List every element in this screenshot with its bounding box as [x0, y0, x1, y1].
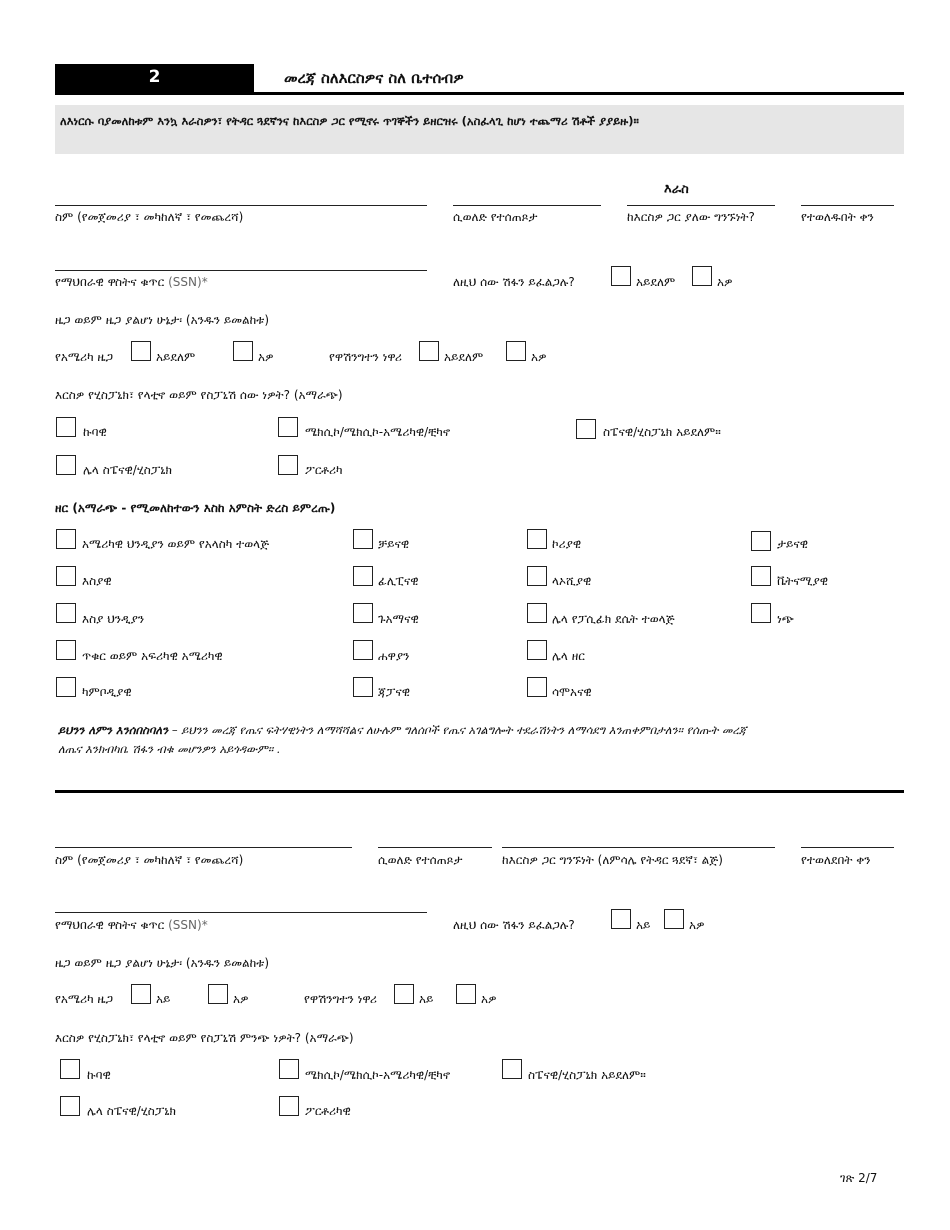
hispanic-checkbox-other[interactable]	[56, 455, 76, 475]
name-line[interactable]	[55, 205, 427, 206]
p2-hispanic-label-mexican: ሜክሲኮ/ሜክሲኮ-አሜሪካዊ/ቺካኖ	[305, 1068, 451, 1082]
hispanic-checkbox-cuban[interactable]	[56, 417, 76, 437]
section-number: 2	[148, 67, 161, 87]
race-checkbox[interactable]	[56, 529, 76, 549]
ssn-label-group	[55, 275, 208, 290]
us-citizen-no-checkbox[interactable]	[131, 341, 151, 361]
gender-label: ሲወለድ የተሰጠጾታ	[453, 210, 538, 224]
lawful-resident-label: የዋሽንግተን ነዋሪ	[329, 350, 402, 364]
coverage-yes-checkbox[interactable]	[692, 266, 712, 286]
p2-hispanic-checkbox-cuban[interactable]	[60, 1059, 80, 1079]
coverage-question: ለዚህ ሰው ሽፋን ይፈልጋሉ?	[453, 275, 575, 289]
page-number: ገጽ 2/7	[840, 1171, 878, 1185]
p2-gender-label: ሲወለድ የተሰጠጾታ	[378, 853, 463, 867]
hispanic-label-puerto-rican: ፖርቶሪካ	[305, 463, 343, 477]
p2-hispanic-checkbox-not-hispanic[interactable]	[502, 1059, 522, 1079]
p2-lawful-resident-no-label: አይ	[419, 992, 434, 1006]
race-label: ጉአማናዊ	[378, 612, 419, 626]
race-checkbox[interactable]	[353, 677, 373, 697]
lawful-resident-no-label: አይደለም	[444, 350, 484, 364]
p2-dob-label: የተወለደበት ቀን	[801, 853, 871, 867]
race-checkbox[interactable]	[56, 677, 76, 697]
ssn-abbr: (SSN)*	[168, 275, 208, 289]
p2-lawful-resident-label: የዋሽንግተን ነዋሪ	[304, 992, 377, 1006]
hispanic-checkbox-not-hispanic[interactable]	[576, 419, 596, 439]
p2-coverage-no-label: አይ	[636, 918, 651, 932]
p2-gender-line[interactable]	[378, 847, 492, 848]
p2-us-citizen-no-label: አይ	[156, 992, 171, 1006]
self-label: እራስ	[664, 182, 689, 197]
race-label: እስያ ህንዲያን	[82, 612, 145, 626]
p2-us-citizen-label: የአሜሪካ ዜጋ	[55, 992, 113, 1006]
ssn-label: የማህበራዊ ዋስትና ቁጥር	[55, 275, 165, 289]
p2-us-citizen-yes-checkbox[interactable]	[208, 984, 228, 1004]
coverage-yes-label: አዎ	[717, 275, 733, 289]
p2-hispanic-label-not-hispanic: ስፔናዊ/ሂስፓኒክ አይደለም።	[528, 1068, 646, 1082]
p2-ssn-label: የማህበራዊ ዋስትና ቁጥር	[55, 918, 165, 932]
race-label: ካምቦዲያዊ	[82, 685, 132, 699]
hispanic-label-mexican: ሜክሲኮ/ሜክሲኮ-አሜሪካዊ/ቺካኖ	[305, 425, 451, 439]
race-label: ጥቁር ወይም አፍሪካዊ አሜሪካዊ	[82, 649, 223, 663]
race-heading: ዘር (አማራጭ - የሚመለከተውን እስከ አምስት ድረስ ይምረጡ)	[55, 501, 336, 515]
hispanic-checkbox-puerto-rican[interactable]	[278, 455, 298, 475]
race-checkbox[interactable]	[751, 566, 771, 586]
p2-hispanic-checkbox-other[interactable]	[60, 1096, 80, 1116]
p2-hispanic-question: እርስዎ የሂስፓኒክ፣ የላቲኖ ወይም የስፓኒሽ ምንጭ ነዎት? (አማራጭ)	[55, 1031, 354, 1045]
p2-coverage-no-checkbox[interactable]	[611, 909, 631, 929]
dob-line[interactable]	[801, 205, 894, 206]
p2-name-label: ስም (የመጀመሪያ ፣ መካከለኛ ፣ የመጨረሻ)	[55, 853, 244, 867]
p2-ssn-abbr: (SSN)*	[168, 918, 208, 932]
race-label: ቻይናዊ	[378, 537, 410, 551]
race-label: ጃፓናዊ	[378, 685, 410, 699]
race-label: ሌላ የፓሲፊክ ደሴት ተወላጅ	[552, 612, 675, 626]
p2-coverage-yes-checkbox[interactable]	[664, 909, 684, 929]
race-label: ሐዋያን	[378, 649, 410, 663]
lawful-resident-no-checkbox[interactable]	[419, 341, 439, 361]
p2-coverage-yes-label: አዎ	[689, 918, 705, 932]
instructions-box	[55, 105, 904, 154]
us-citizen-no-label: አይደለም	[156, 350, 196, 364]
p2-citizenship-question: ዜጋ ወይም ዜጋ ያልሆነ ሁኔታ፡ (አንዱን ይመልከቱ)	[55, 956, 270, 970]
dob-label: የተወለዱበት ቀን	[801, 210, 874, 224]
citizenship-question: ዜጋ ወይም ዜጋ ያልሆነ ሁኔታ፡ (አንዱን ይመልከቱ)	[55, 313, 270, 327]
p2-dob-line[interactable]	[801, 847, 894, 848]
race-checkbox[interactable]	[751, 531, 771, 551]
race-label: ፊሊፒናዊ	[378, 574, 419, 588]
race-checkbox[interactable]	[56, 603, 76, 623]
us-citizen-label: የአሜሪካ ዜጋ	[55, 350, 113, 364]
race-label: እስያዊ	[82, 574, 112, 588]
p2-ssn-line[interactable]	[55, 912, 427, 913]
hispanic-label-other: ሌላ ስፔናዊ/ሂስፓኒክ	[83, 463, 172, 477]
p2-hispanic-checkbox-puerto-rican[interactable]	[279, 1096, 299, 1116]
lawful-resident-yes-label: አዎ	[531, 350, 547, 364]
race-checkbox[interactable]	[353, 640, 373, 660]
race-checkbox[interactable]	[56, 566, 76, 586]
race-checkbox[interactable]	[56, 640, 76, 660]
relationship-line[interactable]	[627, 205, 775, 206]
hispanic-label-not-hispanic: ስፔናዊ/ሂስፓኒክ አይደለም።	[603, 425, 721, 439]
hispanic-question: እርስዎ የሂስፓኒክ፣ የላቲኖ ወይም የስፓኒሽ ሰው ነዎት? (አማራጭ)	[55, 388, 343, 402]
race-checkbox[interactable]	[527, 677, 547, 697]
lawful-resident-yes-checkbox[interactable]	[506, 341, 526, 361]
us-citizen-yes-label: አዎ	[258, 350, 274, 364]
p2-lawful-resident-yes-label: አዎ	[481, 992, 497, 1006]
section-title: መረጃ ስለእርስዎና ስለ ቤተሰብዎ	[284, 69, 464, 87]
race-label: ኮሪያዊ	[552, 537, 582, 551]
person-divider	[55, 790, 904, 793]
p2-us-citizen-yes-label: አዎ	[233, 992, 249, 1006]
race-checkbox[interactable]	[353, 603, 373, 623]
p2-relationship-label: ከእርስዎ ጋር ግንኙነት (ለምሳሌ የትዳር ጓደኛ፣ ልጅ)	[502, 853, 723, 867]
why-collect-text-2: ለጤና እንክብካቤ ሽፋን ብቁ መሆንዎን አይጎዳውም። .	[58, 742, 281, 756]
p2-hispanic-checkbox-mexican[interactable]	[279, 1059, 299, 1079]
p2-ssn-label-group	[55, 918, 208, 933]
race-label: ሳሞአናዊ	[552, 685, 592, 699]
p2-us-citizen-no-checkbox[interactable]	[131, 984, 151, 1004]
gender-line[interactable]	[453, 205, 601, 206]
ssn-line[interactable]	[55, 270, 427, 271]
p2-hispanic-label-puerto-rican: ፖርቶሪካዊ	[305, 1104, 351, 1118]
relationship-label: ከእርስዎ ጋር ያለው ግንኙነት?	[627, 210, 755, 224]
instructions-text: ለእነርሱ ባያመለከቱም እንኳ እራስዎን፣ የትዳር ጓደኛንና ከእርስዎ ጋር የሚኖሩ ጥገኞችን ይዘርዝሩ (አስፈላጊ ከሆነ ተጨማሪ ሽቶች ያያይዙ)።	[60, 114, 639, 128]
p2-lawful-resident-yes-checkbox[interactable]	[456, 984, 476, 1004]
race-label: ሌላ ዘር	[552, 649, 585, 663]
race-label: ታይናዊ	[777, 537, 808, 551]
why-collect-note	[58, 723, 746, 738]
p2-hispanic-label-cuban: ኩባዊ	[87, 1068, 111, 1082]
race-checkbox[interactable]	[527, 603, 547, 623]
header-rule	[55, 92, 904, 95]
why-collect-text: – ይህንን መረጃ የጤና ፍትሃዊነትን ለማሻሻልና ለሁሉም ግለሰቦች የጤና አገልግሎት ተደራሽነትን ለማሳደግ እንጠቀምበታለን። የሰጡት መረጃ	[168, 723, 747, 737]
race-checkbox[interactable]	[527, 566, 547, 586]
p2-hispanic-label-other: ሌላ ስፔናዊ/ሂስፓኒክ	[87, 1104, 176, 1118]
race-checkbox[interactable]	[751, 603, 771, 623]
race-label: ነጭ	[777, 612, 794, 626]
p2-relationship-line[interactable]	[502, 847, 775, 848]
race-checkbox[interactable]	[353, 529, 373, 549]
coverage-no-checkbox[interactable]	[611, 266, 631, 286]
p2-name-line[interactable]	[55, 847, 352, 848]
race-checkbox[interactable]	[527, 640, 547, 660]
name-label: ስም (የመጀመሪያ ፣ መካከለኛ ፣ የመጨረሻ)	[55, 210, 244, 224]
race-label: ላኦሺያዊ	[552, 574, 592, 588]
hispanic-label-cuban: ኩባዊ	[83, 425, 107, 439]
p2-lawful-resident-no-checkbox[interactable]	[394, 984, 414, 1004]
race-label: አሜሪካዊ ህንዲያን ወይም የአላስካ ተወላጅ	[82, 537, 270, 551]
race-label: ቬትናሚያዊ	[777, 574, 829, 588]
us-citizen-yes-checkbox[interactable]	[233, 341, 253, 361]
why-collect-heading: ይህንን ለምን እንሰበስባለን	[58, 723, 169, 737]
p2-coverage-question: ለዚህ ሰው ሽፋን ይፈልጋሉ?	[453, 918, 575, 932]
race-checkbox[interactable]	[527, 529, 547, 549]
race-checkbox[interactable]	[353, 566, 373, 586]
coverage-no-label: አይደለም	[636, 275, 676, 289]
hispanic-checkbox-mexican[interactable]	[278, 417, 298, 437]
